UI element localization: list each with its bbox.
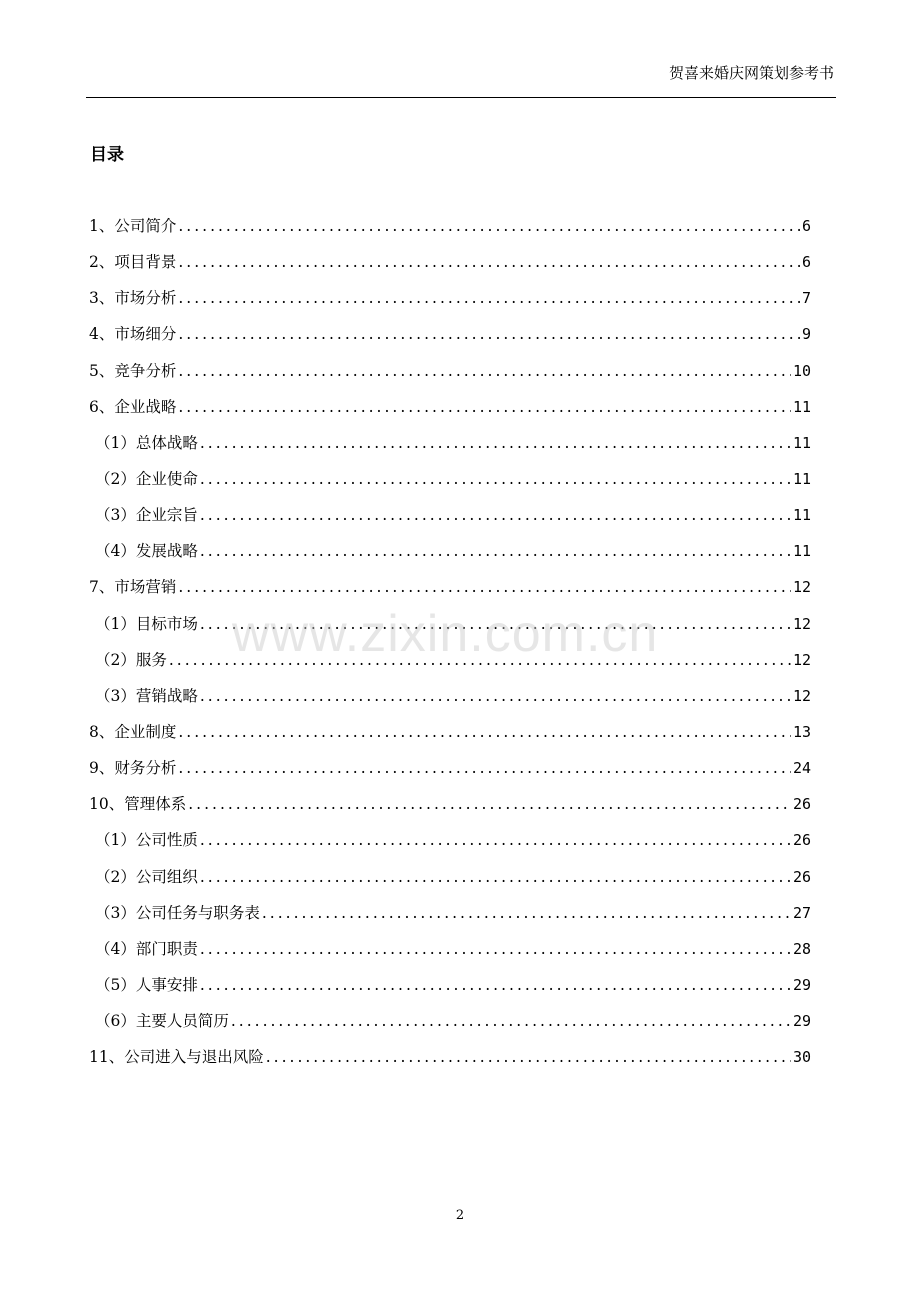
toc-entry[interactable] — [89, 901, 811, 937]
toc-entry-label: （3）公司任务与职务表 — [95, 903, 260, 922]
toc-entry[interactable] — [89, 286, 811, 322]
toc-entry-label: （3）营销战略 — [95, 686, 198, 705]
toc-dot-leader — [231, 1009, 791, 1033]
toc-heading: 目录 — [90, 145, 124, 165]
toc-dot-leader — [200, 865, 791, 889]
toc-entry-label: （6）主要人员简历 — [95, 1012, 229, 1031]
toc-entry-label: （1）目标市场 — [95, 614, 198, 633]
toc-entry-page-number: 29 — [792, 1012, 811, 1031]
toc-entry-page-number: 6 — [801, 253, 811, 272]
toc-entry-label: 3、市场分析 — [89, 289, 177, 308]
toc-entry-page-number: 13 — [792, 722, 811, 741]
toc-dot-leader — [178, 214, 800, 238]
toc-entry[interactable] — [89, 250, 811, 286]
toc-entry[interactable] — [89, 973, 811, 1009]
toc-entry-label: 2、项目背景 — [89, 253, 177, 272]
running-header-title: 贺喜来婚庆网策划参考书 — [668, 64, 834, 82]
toc-entry[interactable] — [89, 865, 811, 901]
toc-dot-leader — [178, 575, 791, 599]
toc-dot-leader — [200, 612, 791, 636]
toc-entry-label: （4）发展战略 — [95, 542, 198, 561]
toc-entry[interactable] — [89, 539, 811, 575]
toc-entry-page-number: 11 — [792, 542, 811, 561]
toc-entry-page-number: 11 — [792, 469, 811, 488]
toc-entry-label: （2）公司组织 — [95, 867, 198, 886]
toc-entry-page-number: 12 — [792, 686, 811, 705]
toc-entry-label: 8、企业制度 — [89, 722, 177, 741]
toc-dot-leader — [178, 286, 800, 310]
toc-entry-label: （3）企业宗旨 — [95, 506, 198, 525]
toc-entry-page-number: 9 — [801, 325, 811, 344]
toc-entry-page-number: 26 — [792, 831, 811, 850]
toc-entry-label: （2）服务 — [95, 650, 167, 669]
toc-entry[interactable] — [89, 575, 811, 611]
toc-entry[interactable] — [89, 756, 811, 792]
toc-entry-page-number: 11 — [792, 433, 811, 452]
toc-entry[interactable] — [89, 359, 811, 395]
toc-dot-leader — [200, 467, 791, 491]
toc-entry-page-number: 12 — [792, 650, 811, 669]
toc-entry-label: 7、市场营销 — [89, 578, 177, 597]
toc-dot-leader — [178, 395, 791, 419]
toc-dot-leader — [178, 322, 800, 346]
toc-entry[interactable] — [89, 937, 811, 973]
toc-entry-label: （1）总体战略 — [95, 433, 198, 452]
toc-entry-label: 6、企业战略 — [89, 397, 177, 416]
toc-entry[interactable] — [89, 648, 811, 684]
toc-entry-label: （5）人事安排 — [95, 975, 198, 994]
toc-dot-leader — [178, 359, 791, 383]
toc-dot-leader — [200, 539, 791, 563]
toc-entry[interactable] — [89, 214, 811, 250]
header-divider — [86, 97, 836, 98]
toc-entry-page-number: 12 — [792, 578, 811, 597]
toc-entry[interactable] — [89, 828, 811, 864]
toc-entry[interactable] — [89, 1009, 811, 1045]
toc-entry-page-number: 26 — [792, 867, 811, 886]
toc-entry-page-number: 12 — [792, 614, 811, 633]
toc-entry-page-number: 11 — [792, 397, 811, 416]
toc-entry[interactable] — [89, 612, 811, 648]
toc-entry-label: 11、公司进入与退出风险 — [89, 1048, 264, 1067]
toc-entry[interactable] — [89, 431, 811, 467]
toc-entry[interactable] — [89, 322, 811, 358]
toc-entry-page-number: 26 — [792, 795, 811, 814]
toc-entry[interactable] — [89, 467, 811, 503]
watermark-text: www.zixin.com.cn — [232, 605, 659, 663]
toc-entry-page-number: 28 — [792, 939, 811, 958]
page-number: 2 — [455, 1208, 465, 1223]
toc-entry-page-number: 27 — [792, 903, 811, 922]
toc-entry-label: 4、市场细分 — [89, 325, 177, 344]
toc-dot-leader — [178, 250, 800, 274]
toc-entry[interactable] — [89, 684, 811, 720]
toc-entry-label: 5、竞争分析 — [89, 361, 177, 380]
toc-entry-label: （4）部门职责 — [95, 939, 198, 958]
toc-dot-leader — [200, 973, 791, 997]
toc-entry-page-number: 6 — [801, 217, 811, 235]
toc-dot-leader — [169, 648, 791, 672]
toc-dot-leader — [200, 937, 791, 961]
toc-entry-label: 10、管理体系 — [89, 795, 187, 814]
toc-dot-leader — [178, 720, 791, 744]
toc-entry-label: （2）企业使命 — [95, 469, 198, 488]
toc-entry-page-number: 29 — [792, 975, 811, 994]
toc-dot-leader — [262, 901, 791, 925]
toc-entry-page-number: 24 — [792, 759, 811, 778]
toc-dot-leader — [200, 503, 791, 527]
toc-entry[interactable] — [89, 395, 811, 431]
toc-entry[interactable] — [89, 792, 811, 828]
toc-entry-page-number: 30 — [792, 1048, 811, 1067]
toc-entry[interactable] — [89, 503, 811, 539]
toc-entry-label: 9、财务分析 — [89, 759, 177, 778]
toc-entry-page-number: 10 — [792, 361, 811, 380]
toc-entry-label: 1、公司简介 — [89, 217, 177, 235]
toc-dot-leader — [178, 756, 791, 780]
toc-entry[interactable] — [89, 1045, 811, 1081]
toc-entry-page-number: 7 — [801, 289, 811, 308]
toc-dot-leader — [188, 792, 791, 816]
toc-dot-leader — [200, 828, 791, 852]
toc-entry-label: （1）公司性质 — [95, 831, 198, 850]
toc-entry-page-number: 11 — [792, 506, 811, 525]
table-of-contents — [89, 214, 811, 1081]
toc-dot-leader — [266, 1045, 791, 1069]
toc-dot-leader — [200, 431, 791, 455]
toc-dot-leader — [200, 684, 791, 708]
toc-entry[interactable] — [89, 720, 811, 756]
